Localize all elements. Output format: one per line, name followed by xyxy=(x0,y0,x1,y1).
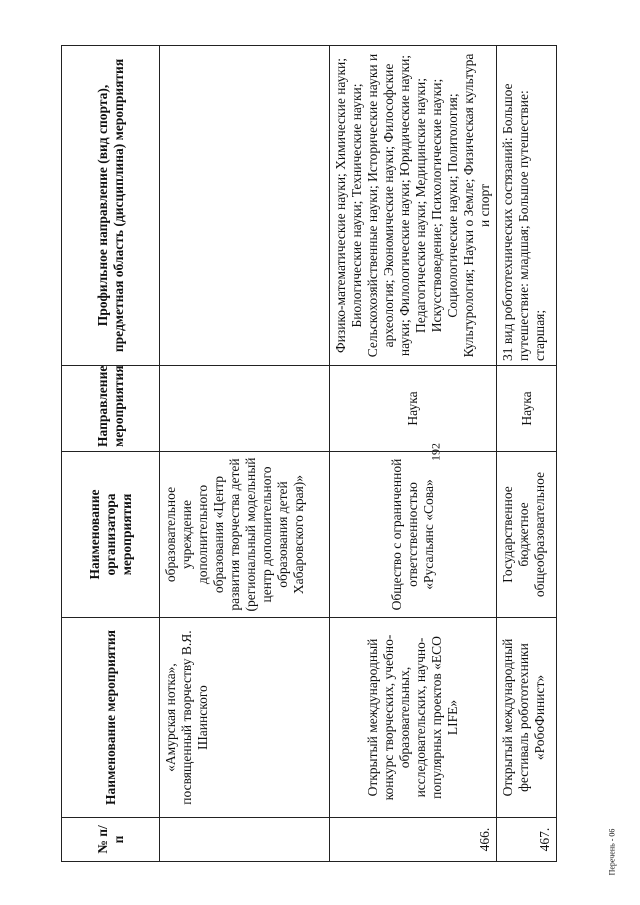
cell-event-name: Открытый международный конкурс творческих, учебно-образовательных, исследовательских, научно-популярных проектов «ECO LIFE» xyxy=(330,618,497,818)
header-event-name: Наименование мероприятия xyxy=(62,618,160,818)
cell-organizer: Общество с ограниченной ответственностью «Русальянс «Сова» xyxy=(330,452,497,618)
cell-organizer: образовательное учреждение дополнительного образования «Центр развития творчества детей (региональный модельный центр дополнительного образования детей Хабаровского края)» xyxy=(160,452,330,618)
cell-profile: 31 вид робототехнических состязаний: Большое путешествие: младшая; Большое путешествие: старшая; xyxy=(497,46,557,366)
table-frame xyxy=(61,46,552,862)
header-organizer: Наименование организатора мероприятия xyxy=(62,452,160,618)
events-table xyxy=(61,45,557,862)
header-num: № п/п xyxy=(62,818,160,862)
cell-direction xyxy=(160,366,330,452)
table-row xyxy=(497,46,557,862)
header-profile: Профильное направление (вид спорта), предметная область (дисциплина) мероприятия xyxy=(62,46,160,366)
cell-organizer: Государственное бюджетное общеобразовательное xyxy=(497,452,557,618)
table-row xyxy=(160,46,330,862)
cell-direction: Наука xyxy=(497,366,557,452)
table-row xyxy=(330,46,497,862)
cell-profile xyxy=(160,46,330,366)
cell-profile: Физико-математические науки; Химические науки; Биологические науки; Технические науки; Сельскохозяйственные науки; Исторические науки и археология; Экономические науки; Философские науки; Филологические науки; Юридические науки; Педагогические науки; Медицинские науки; Искусствоведение; Психологические науки; Социологические науки; Политология; Культурология; Науки о Земле; Физическая культура и спорт xyxy=(330,46,497,366)
cell-num: 466. xyxy=(330,818,497,862)
cell-direction: Наука xyxy=(330,366,497,452)
page-number: 192 xyxy=(428,443,443,461)
cell-num: 467. xyxy=(497,818,557,862)
cell-event-name: Открытый международный фестиваль робототехники «РобоФинист» xyxy=(497,618,557,818)
cell-num xyxy=(160,818,330,862)
footer-text: Перечень - 06 xyxy=(607,828,617,876)
header-direction: Направление мероприятия xyxy=(62,366,160,452)
cell-event-name: «Амурская нотка», посвященный творчеству В.Я. Шаинского xyxy=(160,618,330,818)
